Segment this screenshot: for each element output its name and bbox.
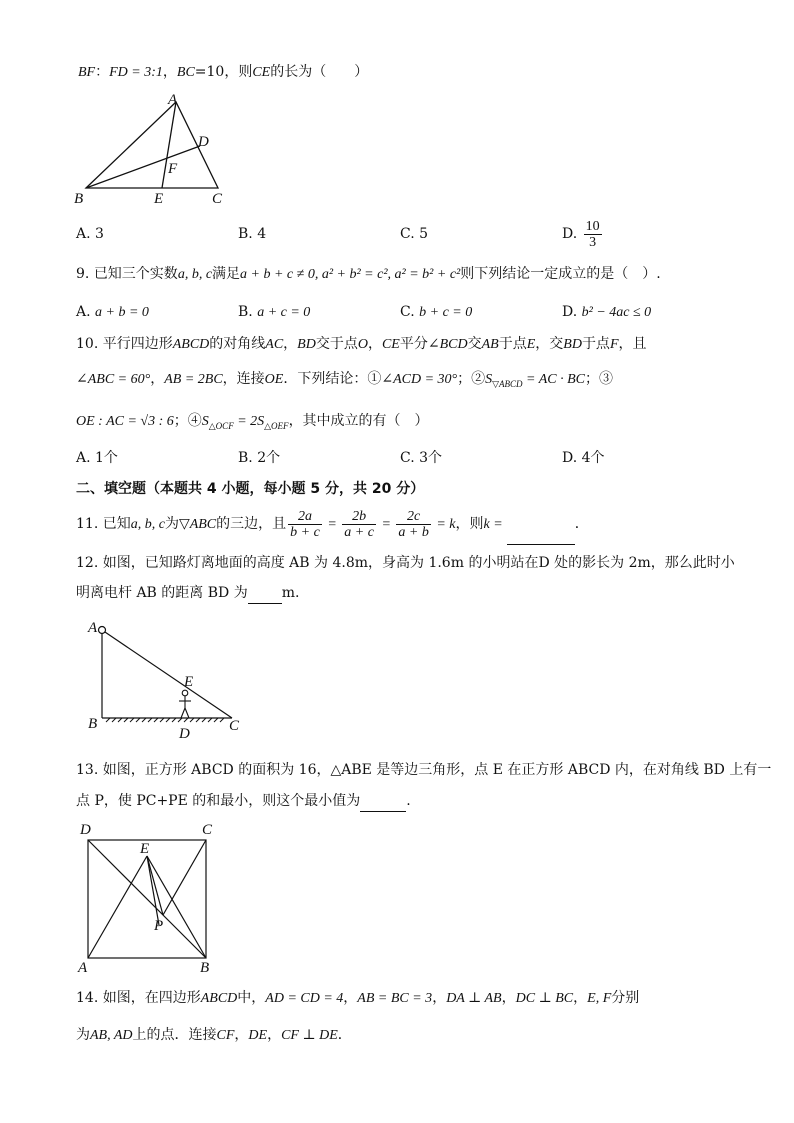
q13-segment-ep <box>147 856 163 915</box>
q8-bc-value: =10，则 <box>194 64 253 80</box>
q8-colon: ： <box>95 64 110 80</box>
q8-label-b: B <box>74 191 84 207</box>
q8-option-a[interactable]: A. 3 <box>76 226 104 242</box>
q11-fraction-3: $\frac{2c}{a + b}$ <box>398 508 429 540</box>
q11-stem: 11. 已知a, b, c为▽ABC的三边，且 $\frac{2a}{b + c}$ = $\frac{2b}{a + c}$ = $\frac{2c}{a + b}$ = k，则k = ． <box>76 504 589 545</box>
q12-answer-blank[interactable] <box>248 583 282 604</box>
q12-lamp <box>99 627 106 634</box>
q10-line1: 10. 平行四边形ABCD的对角线AC，BD交于点O，CE平分∠BCD交AB于点E，交BD于点F，且 <box>76 336 647 352</box>
q12-light-ray-ac <box>102 630 232 718</box>
q9-condition: a + b + c ≠ 0, a² + b² = c², a² = b² + c² <box>240 267 461 282</box>
q8-option-d[interactable]: D. $\frac{10}{3}$ <box>562 218 600 250</box>
q10-line3: OE : AC = √3 : 6；$④S_{\triangle OCF} = 2S_{\triangle OEF}$，其中成立的有（ ） <box>76 413 429 431</box>
q8-label-c: C <box>212 191 223 207</box>
q8-label-a: A <box>168 92 178 108</box>
q12-label-c: C <box>229 718 240 734</box>
q8-bf: BF <box>78 65 96 80</box>
q13-square-figure <box>74 820 234 980</box>
q13-segment-cp <box>163 840 206 915</box>
q12-line2: 明离电杆 AB 的距离 BD 为 m. <box>76 583 299 604</box>
q9-vars: a, b, c <box>177 267 213 282</box>
q10-option-b[interactable]: B. 2个 <box>238 450 281 466</box>
q10-line2: ∠ABC = 60°，AB = 2BC，连接OE．下列结论：①∠ACD = 30°；$②S_{▽ABCD}$ = AC · BC；③ <box>76 371 614 389</box>
q8-stem: BF：FD = 3:1，BC=10，则CE的长为（ ） <box>78 64 369 80</box>
q13-label-a: A <box>78 960 88 976</box>
q10-option-c[interactable]: C. 3个 <box>400 450 443 466</box>
q8-label-e: E <box>154 191 164 207</box>
q8-tail: 的长为（ ） <box>270 64 369 80</box>
section-title-fill-blank: 二、填空题（本题共 4 小题，每小题 5 分，共 20 分） <box>76 481 425 497</box>
q8-option-d-fraction: $\frac{10}{3}$ <box>585 218 600 250</box>
q9-option-d[interactable]: D. b² − 4ac ≤ 0 <box>562 304 652 320</box>
q12-line1: 12. 如图，已知路灯离地面的高度 AB 为 4.8m，身高为 1.6m 的小明站在D 处的影长为 2m，那么此时小 <box>76 555 735 571</box>
q9-option-a[interactable]: A. a + b = 0 <box>76 304 149 320</box>
q13-line1: 13. 如图，正方形 ABCD 的面积为 16，△ABE 是等边三角形，点 E 在正方形 ABCD 内，在对角线 BD 上有一 <box>76 762 772 778</box>
q13-label-c: C <box>202 822 213 838</box>
q13-line2: 点 P，使 PC+PE 的和最小，则这个最小值为 . <box>76 791 411 812</box>
q13-segment-ae <box>88 856 147 958</box>
q9-option-b[interactable]: B. a + c = 0 <box>238 304 311 320</box>
q10-option-a[interactable]: A. 1个 <box>76 450 118 466</box>
q12-label-b: B <box>88 716 98 732</box>
q8-label-d: D <box>198 134 209 150</box>
q13-label-d: D <box>80 822 91 838</box>
q13-label-b: B <box>200 960 210 976</box>
q12-label-a: A <box>88 620 98 636</box>
q8-triangle-figure <box>74 90 234 210</box>
q12-person <box>179 690 191 718</box>
q9-stem: 9. 已知三个实数a, b, c满足a + b + c ≠ 0, a² + b² = c², a² = b² + c²则下列结论一定成立的是（ ）. <box>76 266 661 282</box>
q8-fd: FD <box>109 65 128 80</box>
q8-ce: CE <box>252 65 271 80</box>
q12-label-e: E <box>184 674 194 690</box>
q12-label-d: D <box>179 726 190 742</box>
q8-bc: BC <box>176 65 195 80</box>
q13-label-p: P <box>154 918 164 934</box>
q10-option-d[interactable]: D. 4个 <box>562 450 605 466</box>
q8-segment-bd <box>86 146 200 188</box>
q11-fraction-1: $\frac{2a}{b + c}$ <box>290 508 320 540</box>
q8-ratio: = 3:1 <box>127 65 163 80</box>
q9-option-c[interactable]: C. b + c = 0 <box>400 304 473 320</box>
q13-answer-blank[interactable] <box>360 791 406 812</box>
q8-option-c[interactable]: C. 5 <box>400 226 429 242</box>
q8-option-b[interactable]: B. 4 <box>238 226 267 242</box>
q14-line2: 为AB, AD上的点．连接CF，DE，CF ⊥ DE． <box>76 1027 352 1043</box>
q14-line1: 14. 如图，在四边形ABCD中，AD = CD = 4，AB = BC = 3，DA ⊥ AB，DC ⊥ BC，E, F分别 <box>76 990 640 1006</box>
q13-label-e: E <box>140 841 150 857</box>
q12-lamp-figure <box>86 618 246 742</box>
q11-answer-blank[interactable] <box>507 504 575 545</box>
q8-label-f: F <box>168 161 178 177</box>
q11-fraction-2: $\frac{2b}{a + c}$ <box>344 508 374 540</box>
